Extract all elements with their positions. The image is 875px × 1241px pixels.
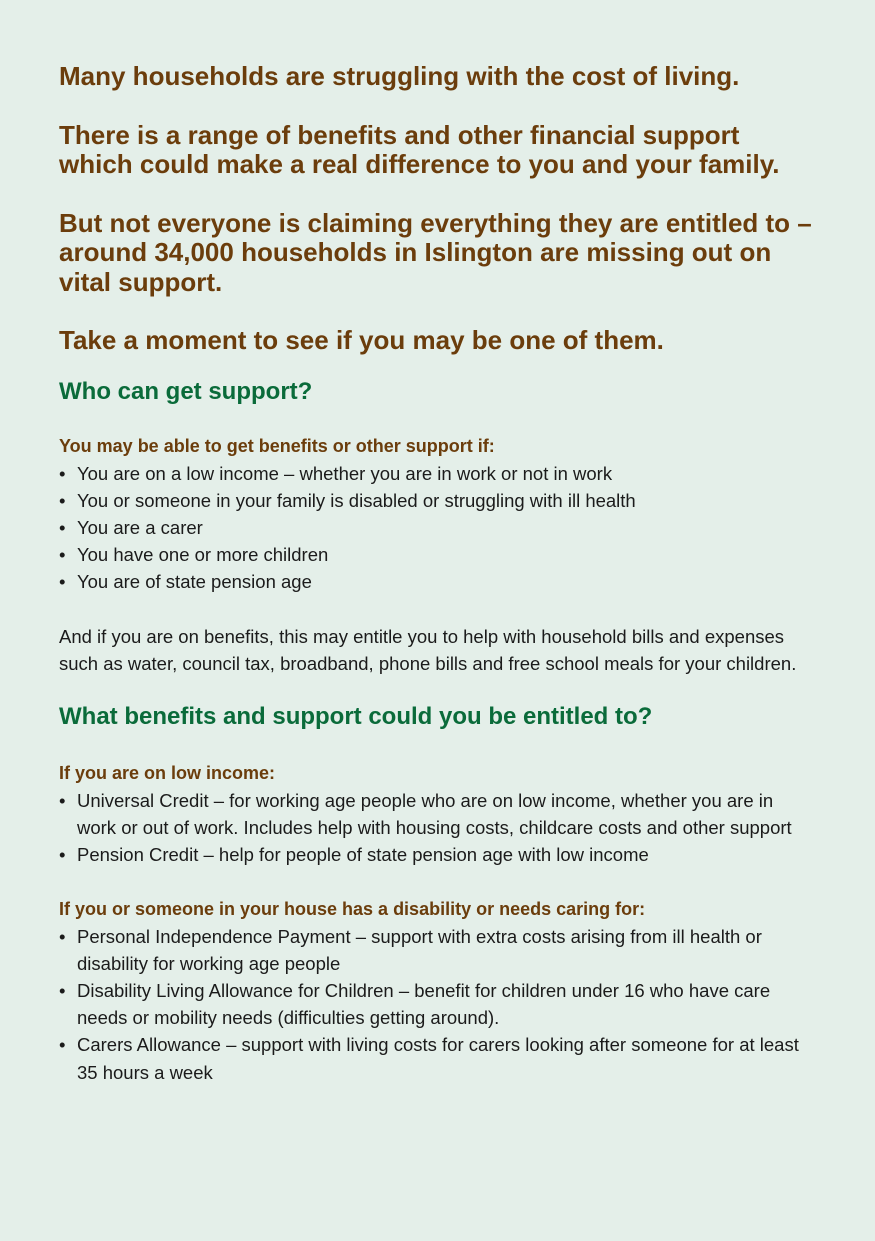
list-item: • Disability Living Allowance for Children – benefit for children under 16 who have care needs or mobility needs (difficulties getting around). xyxy=(59,977,819,1031)
list-item: • Personal Independence Payment – support with extra costs arising from ill health or disability for working age people xyxy=(59,923,819,977)
list-item: • You or someone in your family is disabled or struggling with ill health xyxy=(59,487,819,514)
low-income-heading: If you are on low income: xyxy=(59,762,276,783)
disability-heading: If you or someone in your house has a disability or needs caring for: xyxy=(59,898,646,919)
intro-paragraph-3: But not everyone is claiming everything they are entitled to – around 34,000 households in Islington are missing out on vital support. xyxy=(59,207,812,297)
intro-paragraph-2: There is a range of benefits and other financial support which could make a real difference to you and your family. xyxy=(59,119,780,179)
intro-section xyxy=(59,62,819,356)
list-item: • Pension Credit – help for people of state pension age with low income xyxy=(59,841,819,868)
what-section xyxy=(59,702,819,1086)
intro-paragraph-4: Take a moment to see if you may be one of them. xyxy=(59,325,664,355)
who-intro: You may be able to get benefits or other support if: xyxy=(59,435,495,456)
who-list xyxy=(59,460,819,596)
list-item: • Carers Allowance – support with living costs for carers looking after someone for at least 35 hours a week xyxy=(59,1031,819,1085)
list-item: • You are of state pension age xyxy=(59,568,819,595)
intro-paragraph-1: Many households are struggling with the cost of living. xyxy=(59,61,740,91)
list-item: • You are on a low income – whether you are in work or not in work xyxy=(59,460,819,487)
what-heading: What benefits and support could you be entitled to? xyxy=(59,702,653,730)
who-section xyxy=(59,377,819,677)
bills-paragraph: And if you are on benefits, this may entitle you to help with household bills and expenses such as water, council tax, broadband, phone bills and free school meals for your children. xyxy=(59,625,797,674)
who-heading: Who can get support? xyxy=(59,377,313,405)
disability-list xyxy=(59,923,819,1086)
low-income-list xyxy=(59,787,819,869)
list-item: • You are a carer xyxy=(59,514,819,541)
list-item: • Universal Credit – for working age people who are on low income, whether you are in work or out of work. Includes help with housing costs, childcare costs and other support xyxy=(59,787,819,841)
list-item: • You have one or more children xyxy=(59,541,819,568)
